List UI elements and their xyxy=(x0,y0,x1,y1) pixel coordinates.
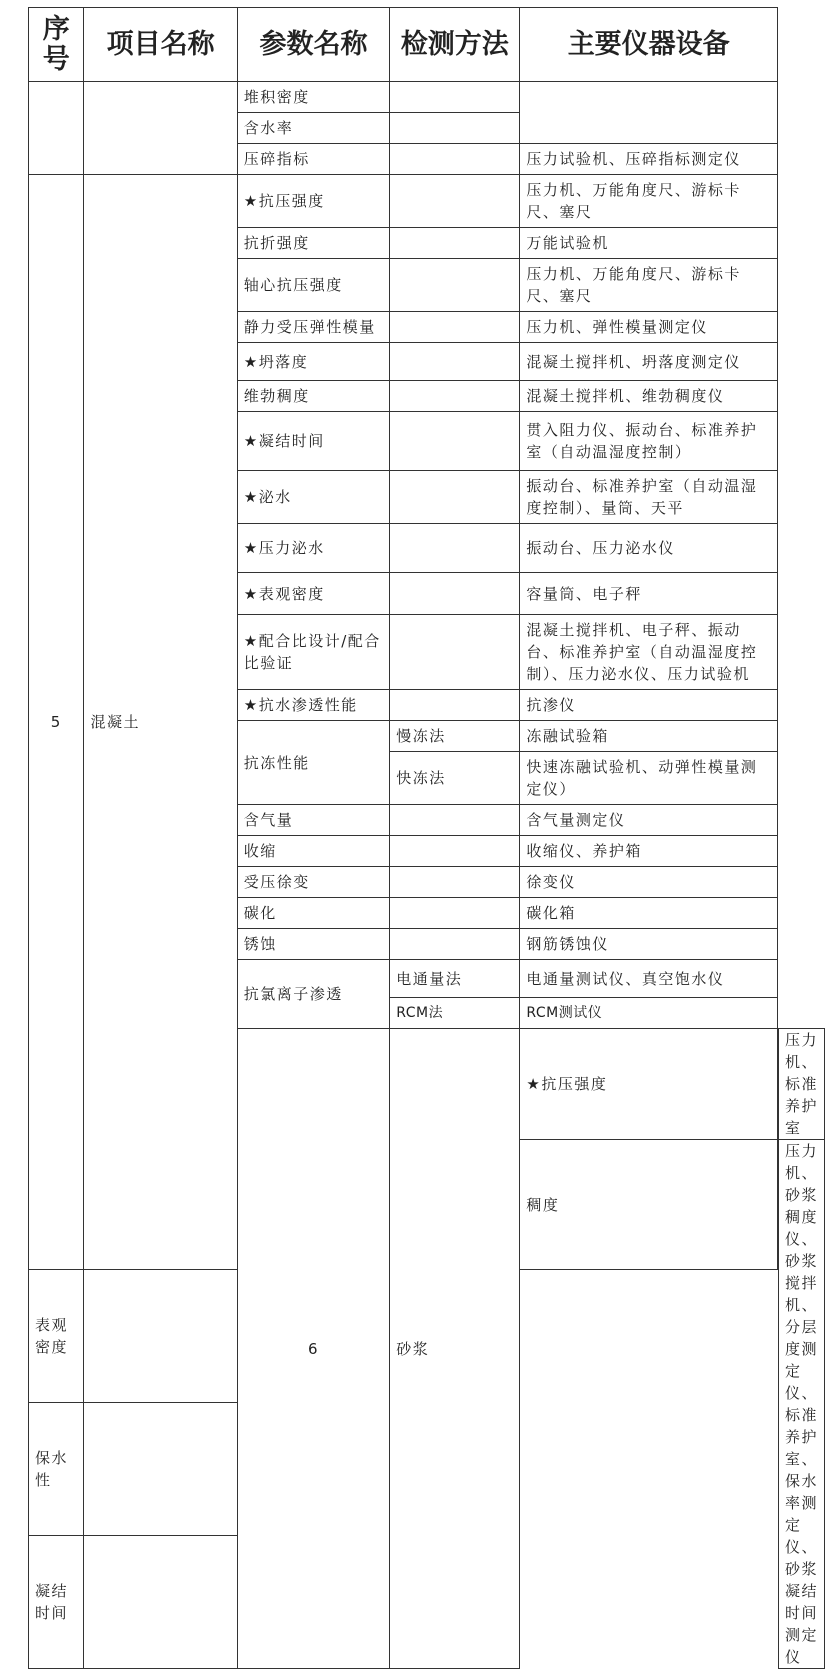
cell-equip: 压力机、万能角度尺、游标卡尺、塞尺 xyxy=(520,175,778,228)
cell-method xyxy=(390,412,520,471)
cell-method xyxy=(390,615,520,690)
cell-param: 压碎指标 xyxy=(237,144,389,175)
cell-equip: 收缩仪、养护箱 xyxy=(520,836,778,867)
cell-equip: 钢筋锈蚀仪 xyxy=(520,929,778,960)
cell-method xyxy=(84,1536,237,1669)
cell-param: ★抗水渗透性能 xyxy=(237,690,389,721)
cell-equip: 压力机、砂浆稠度仪、砂浆搅拌机、分层度测定仪、标准养护室、保水率测定仪、砂浆凝结时间测定仪 xyxy=(779,1140,825,1669)
cell-method: 电通量法 xyxy=(390,960,520,998)
cell-method xyxy=(390,175,520,228)
cell-param: 稠度 xyxy=(520,1140,778,1270)
cell-param: 碳化 xyxy=(237,898,389,929)
cell-method xyxy=(390,381,520,412)
inspection-table xyxy=(28,7,825,1669)
cell-method xyxy=(390,929,520,960)
cell-method xyxy=(390,343,520,381)
cell-method: 慢冻法 xyxy=(390,721,520,752)
cell-param: 受压徐变 xyxy=(237,867,389,898)
cell-equip: 混凝土搅拌机、坍落度测定仪 xyxy=(520,343,778,381)
cell-param: ★配合比设计/配合比验证 xyxy=(237,615,389,690)
cell-param: 保水性 xyxy=(29,1403,84,1536)
cell-param: 抗冻性能 xyxy=(237,721,389,805)
cell-method xyxy=(390,690,520,721)
cell-equip: 混凝土搅拌机、电子秤、振动台、标准养护室（自动温湿度控制）、压力泌水仪、压力试验机 xyxy=(520,615,778,690)
cell-param: ★泌水 xyxy=(237,471,389,524)
cell-param: 收缩 xyxy=(237,836,389,867)
cell-equip xyxy=(520,82,778,144)
cell-method xyxy=(390,113,520,144)
cell-equip: 容量筒、电子秤 xyxy=(520,573,778,615)
cell-param: 含气量 xyxy=(237,805,389,836)
cell-param: 抗氯离子渗透 xyxy=(237,960,389,1029)
cell-equip: 压力机、弹性模量测定仪 xyxy=(520,312,778,343)
table-row xyxy=(29,175,825,228)
cell-param: ★凝结时间 xyxy=(237,412,389,471)
cell-no xyxy=(29,82,84,175)
table-row xyxy=(29,82,825,113)
cell-method xyxy=(390,805,520,836)
header-project: 项目名称 xyxy=(84,8,237,82)
cell-method xyxy=(84,1270,237,1403)
cell-param: 堆积密度 xyxy=(237,82,389,113)
header-equip: 主要仪器设备 xyxy=(520,8,778,82)
cell-equip: 万能试验机 xyxy=(520,228,778,259)
cell-equip: 徐变仪 xyxy=(520,867,778,898)
cell-param: 轴心抗压强度 xyxy=(237,259,389,312)
cell-param: ★抗压强度 xyxy=(520,1029,778,1140)
cell-param: 锈蚀 xyxy=(237,929,389,960)
cell-equip: 振动台、压力泌水仪 xyxy=(520,524,778,573)
cell-param: ★抗压强度 xyxy=(237,175,389,228)
cell-equip: 压力机、万能角度尺、游标卡尺、塞尺 xyxy=(520,259,778,312)
cell-method xyxy=(390,82,520,113)
cell-project xyxy=(84,82,237,175)
cell-equip: 压力试验机、压碎指标测定仪 xyxy=(520,144,778,175)
cell-equip: 混凝土搅拌机、维勃稠度仪 xyxy=(520,381,778,412)
cell-method xyxy=(390,898,520,929)
cell-method xyxy=(390,144,520,175)
cell-method xyxy=(390,836,520,867)
cell-equip: 含气量测定仪 xyxy=(520,805,778,836)
cell-method xyxy=(390,573,520,615)
cell-no: 5 xyxy=(29,175,84,1270)
cell-param: ★压力泌水 xyxy=(237,524,389,573)
cell-param: 维勃稠度 xyxy=(237,381,389,412)
cell-method xyxy=(390,259,520,312)
cell-method xyxy=(390,312,520,343)
cell-method xyxy=(390,524,520,573)
cell-method: 快冻法 xyxy=(390,752,520,805)
cell-method xyxy=(84,1403,237,1536)
cell-method: RCM法 xyxy=(390,998,520,1029)
cell-param: ★坍落度 xyxy=(237,343,389,381)
cell-project: 砂浆 xyxy=(390,1029,520,1669)
cell-method xyxy=(390,228,520,259)
cell-method xyxy=(390,867,520,898)
cell-param: 表观密度 xyxy=(29,1270,84,1403)
cell-equip: 振动台、标准养护室（自动温湿度控制）、量筒、天平 xyxy=(520,471,778,524)
cell-equip: 贯入阻力仪、振动台、标准养护室（自动温湿度控制） xyxy=(520,412,778,471)
cell-equip: 压力机、标准养护室 xyxy=(779,1029,825,1140)
cell-equip: 抗渗仪 xyxy=(520,690,778,721)
cell-param: 含水率 xyxy=(237,113,389,144)
cell-equip: 快速冻融试验机、动弹性模量测定仪） xyxy=(520,752,778,805)
cell-equip: 碳化箱 xyxy=(520,898,778,929)
header-method: 检测方法 xyxy=(390,8,520,82)
cell-param: 静力受压弹性模量 xyxy=(237,312,389,343)
cell-method xyxy=(390,471,520,524)
cell-equip: 冻融试验箱 xyxy=(520,721,778,752)
cell-param: 凝结时间 xyxy=(29,1536,84,1669)
cell-project: 混凝土 xyxy=(84,175,237,1270)
cell-equip: RCM测试仪 xyxy=(520,998,778,1029)
cell-param: ★表观密度 xyxy=(237,573,389,615)
header-no: 序号 xyxy=(29,8,84,82)
cell-no: 6 xyxy=(237,1029,389,1669)
cell-param: 抗折强度 xyxy=(237,228,389,259)
cell-equip: 电通量测试仪、真空饱水仪 xyxy=(520,960,778,998)
header-param: 参数名称 xyxy=(237,8,389,82)
header-row xyxy=(29,8,825,82)
